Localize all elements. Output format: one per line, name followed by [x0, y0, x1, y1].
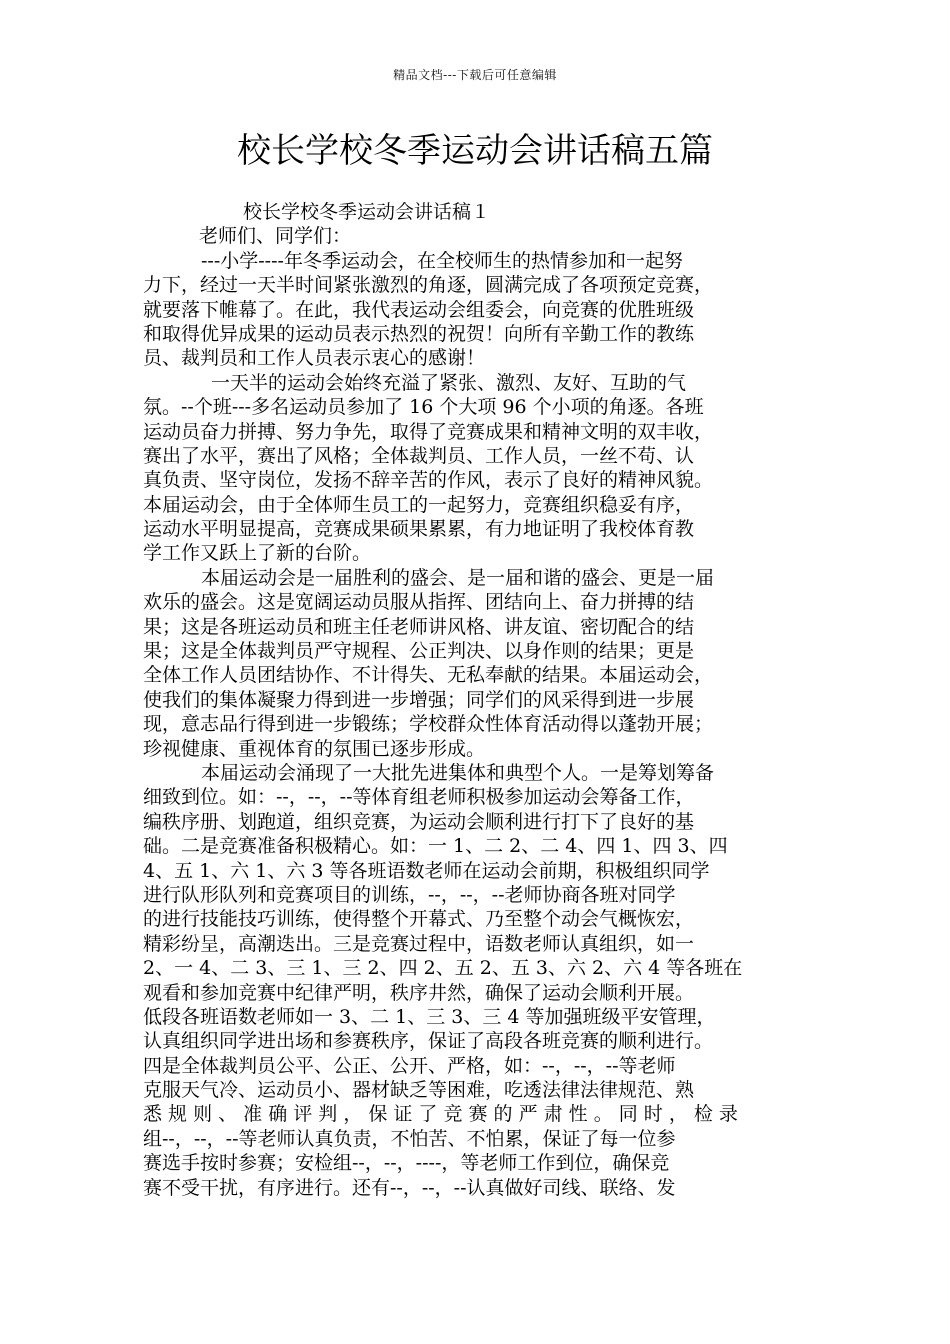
- header-note: 精品文档---下载后可任意编辑: [393, 68, 557, 82]
- paragraph-line: 员、裁判员和工作人员表示衷心的感谢！: [143, 347, 486, 370]
- paragraph-line: 真负责、坚守岗位，发扬不辞辛苦的作风，表示了良好的精神风貌。: [143, 469, 714, 492]
- paragraph-line: 一天半的运动会始终充溢了紧张、激烈、友好、互助的气: [211, 371, 687, 394]
- paragraph-line: 本届运动会，由于全体师生员工的一起努力，竞赛组织稳妥有序，: [143, 493, 695, 516]
- paragraph-line: 和取得优异成果的运动员表示热烈的祝贺！向所有辛勤工作的教练: [143, 322, 695, 345]
- paragraph-line: 克服天气冷、运动员小、器材缺乏等困难，吃透法律法律规范、熟: [143, 1079, 695, 1102]
- salutation: 老师们、同学们：: [199, 225, 352, 248]
- paragraph-line: 果；这是各班运动员和班主任老师讲风格、讲友谊、密切配合的结: [143, 615, 695, 638]
- paragraph-line: 氛。--个班---多名运动员参加了 16 个大项 96 个小项的角逐。各班: [143, 396, 704, 419]
- paragraph-line: 2、一 4、二 3、三 1、三 2、四 2、五 2、五 3、六 2、六 4 等各班在: [143, 957, 743, 980]
- paragraph-line: 运动水平明显提高，竞赛成果硕果累累，有力地证明了我校体育教: [143, 518, 695, 541]
- paragraph-line: ---小学----年冬季运动会，在全校师生的热情参加和一起努: [201, 249, 683, 272]
- paragraph-line: 赛出了水平，赛出了风格；全体裁判员、工作人员，一丝不苟、认: [143, 444, 695, 467]
- paragraph-line: 赛不受干扰，有序进行。还有--，--，--认真做好司线、联络、发: [143, 1176, 676, 1199]
- paragraph-line: 欢乐的盛会。这是宽阔运动员服从指挥、团结向上、奋力拼搏的结: [143, 591, 695, 614]
- paragraph-line: 使我们的集体凝聚力得到进一步增强；同学们的风采得到进一步展: [143, 688, 695, 711]
- body-text: [143, 200, 815, 1200]
- paragraph-line: 观看和参加竞赛中纪律严明，秩序井然，确保了运动会顺利开展。: [143, 981, 695, 1004]
- paragraph-line: 编秩序册、划跑道，组织竞赛，为运动会顺利进行打下了良好的基: [143, 810, 695, 833]
- paragraph-line: 细致到位。如：--，--，--等体育组老师积极参加运动会筹备工作，: [143, 786, 695, 809]
- paragraph-line: 运动员奋力拼搏、努力争先，取得了竞赛成果和精神文明的双丰收，: [143, 420, 714, 443]
- paragraph-line: 认真组织同学进出场和参赛秩序，保证了高段各班竞赛的顺利进行。: [143, 1030, 714, 1053]
- document-title: 校长学校冬季运动会讲话稿五篇: [237, 131, 713, 171]
- paragraph-line: 全体工作人员团结协作、不计得失、无私奉献的结果。本届运动会，: [143, 664, 714, 687]
- paragraph-line: 四是全体裁判员公平、公正、公开、严格，如：--，--，--等老师: [143, 1054, 676, 1077]
- paragraph-line: 本届运动会涌现了一大批先进集体和典型个人。一是筹划筹备: [201, 761, 715, 784]
- paragraph-line: 珍视健康、重视体育的氛围已逐步形成。: [143, 737, 486, 760]
- paragraph-line: 4、五 1、六 1、六 3 等各班语数老师在运动会前期，积极组织同学: [143, 859, 710, 882]
- paragraph-line: 悉 规 则 、 准 确 评 判 ， 保 证 了 竞 赛 的 严 肃 性 。 同 时 ， 检 录: [143, 1103, 738, 1126]
- paragraph-line: 现，意志品行得到进一步锻练；学校群众性体育活动得以蓬勃开展；: [143, 713, 714, 736]
- paragraph-line: 果；这是全体裁判员严守规程、公正判决、以身作则的结果；更是: [143, 640, 695, 663]
- paragraph-line: 进行队形队列和竞赛项目的训练，--，--，--老师协商各班对同学: [143, 883, 676, 906]
- paragraph-line: 学工作又跃上了新的台阶。: [143, 542, 372, 565]
- paragraph-line: 的进行技能技巧训练，使得整个开幕式、乃至整个动会气概恢宏，: [143, 908, 695, 931]
- paragraph-line: 就要落下帷幕了。在此，我代表运动会组委会，向竞赛的优胜班级: [143, 298, 695, 321]
- paragraph-line: 组--，--，--等老师认真负责，不怕苦、不怕累，保证了每一位参: [143, 1127, 676, 1150]
- paragraph-line: 本届运动会是一届胜利的盛会、是一届和谐的盛会、更是一届: [201, 566, 715, 589]
- paragraph-line: 力下，经过一天半时间紧张激烈的角逐，圆满完成了各项预定竞赛，: [143, 274, 714, 297]
- speech-subtitle: 校长学校冬季运动会讲话稿１: [243, 201, 491, 223]
- paragraph-line: 低段各班语数老师如一 3、二 1、三 3、三 4 等加强班级平安管理，: [143, 1005, 716, 1028]
- paragraph-line: 精彩纷呈，高潮迭出。三是竞赛过程中，语数老师认真组织，如一: [143, 932, 695, 955]
- paragraph-line: 础。二是竞赛准备积极精心。如：一 1、二 2、二 4、四 1、四 3、四: [143, 835, 728, 858]
- paragraph-line: 赛选手按时参赛；安检组--，--，----，等老师工作到位，确保竞: [143, 1152, 670, 1175]
